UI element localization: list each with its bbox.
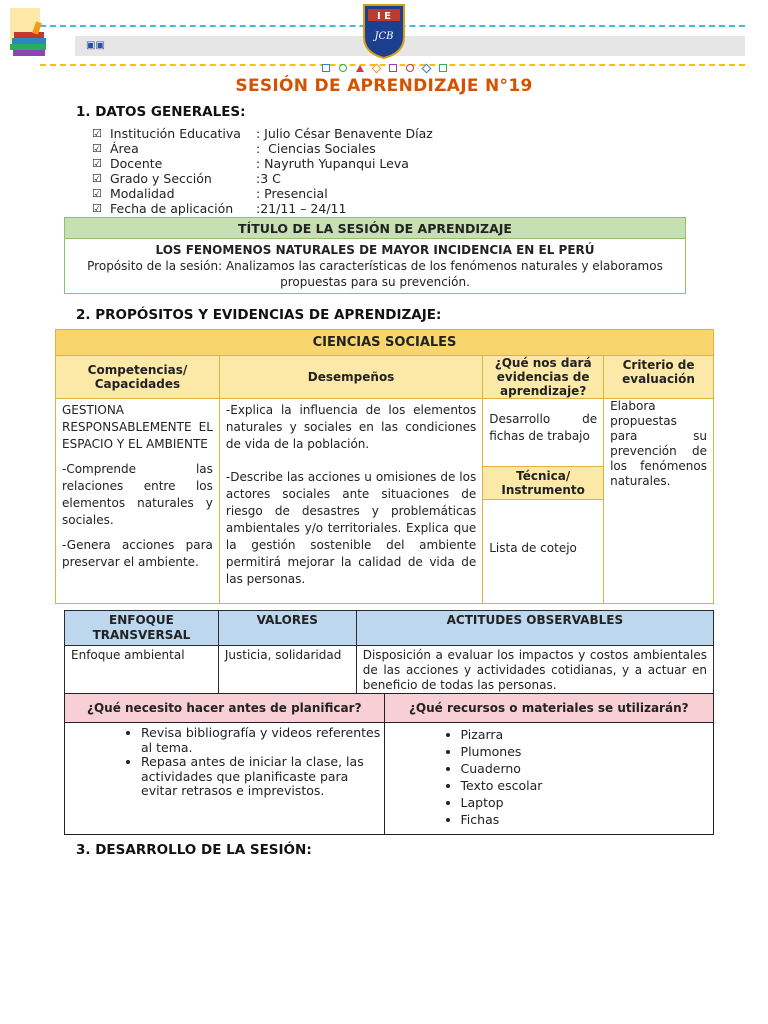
desempenos-cell [219,399,482,604]
checkbox-icon: ☑ [92,172,102,185]
competencia-text: GESTIONA RESPONSABLEMENTE EL ESPACIO Y EL AMBIENTE [62,403,213,451]
header-bar [75,36,745,56]
data-label: Institución Educativa [110,126,241,141]
checkbox-icon: ☑ [92,142,102,155]
section-heading-datos: 1. DATOS GENERALES: [76,104,246,120]
planning-table [64,693,714,835]
svg-text:JCB: JCB [374,31,394,42]
books-icon [4,8,52,64]
instrumento-text: Lista de cotejo [489,541,577,555]
data-label: Fecha de aplicación [110,201,234,216]
list-item: • Pizarra [461,726,713,743]
general-data-row [92,141,433,156]
general-data-row [92,186,433,201]
enfoque-table [64,610,714,696]
section-heading-propositos: 2. PROPÓSITOS Y EVIDENCIAS DE APRENDIZAJE: [76,307,442,323]
data-label: Modalidad [110,186,175,201]
session-title-table [64,217,686,294]
square-shape-icon [322,64,330,72]
list-item: • Plumones [461,743,713,760]
section-heading-desarrollo: 3. DESARROLLO DE LA SESIÓN: [76,842,312,858]
circle-shape-icon [406,64,414,72]
session-name: LOS FENOMENOS NATURALES DE MAYOR INCIDENCIA EN EL PERÚ [155,243,595,257]
col-before-planning: ¿Qué necesito hacer antes de planificar? [65,694,385,723]
list-item: • Repasa antes de iniciar la clase, las actividades que planificaste para evitar retrasos e imprevistos. [141,755,384,799]
decorative-shapes [322,61,447,75]
checkbox-icon: ☑ [92,127,102,140]
page-title: SESIÓN DE APRENDIZAJE N°19 [235,76,533,96]
data-value: :21/11 – 24/11 [256,201,347,216]
session-purpose: Propósito de la sesión: Analizamos las características de los fenómenos naturales y elaboramos propuestas para su prevención. [87,259,663,289]
general-data-row [92,126,433,141]
flags-icon: ▣▣ [86,40,105,51]
capacidad-text: -Genera acciones para preservar el ambiente. [62,538,213,569]
desempeno-text: -Describe las acciones u omisiones de los actores sociales ante situaciones de riesgo de desastres y problemáticas ambientales y/o territoriales. Explica que la gestión sostenible del ambiente permitirá mejorar la calidad de vida de las personas. [225,470,477,586]
criterio-text: Elabora propuestas para su prevención de los fenómenos naturales. [604,399,714,604]
col-evidencias: ¿Qué nos dará evidencias de aprendizaje? [483,356,604,399]
square-shape-icon [389,64,397,72]
data-value: :3 C [256,171,281,186]
enfoque-value: Enfoque ambiental [65,646,219,696]
general-data-row [92,156,433,171]
data-label: Área [110,141,139,156]
evidencia-text: Desarrollo de fichas de trabajo [489,412,598,443]
triangle-shape-icon [356,65,364,72]
session-title-body [65,239,686,294]
col-desempenos: Desempeños [219,356,482,399]
before-planning-list [65,726,384,799]
col-actitudes: ACTITUDES OBSERVABLES [356,611,713,646]
col-materials: ¿Qué recursos o materiales se utilizarán? [384,694,713,723]
col-competencias: Competencias/ Capacidades [56,356,220,399]
materials-cell [384,723,713,835]
general-data-list [92,126,433,216]
data-value: : Nayruth Yupanqui Leva [256,156,409,171]
checkbox-icon: ☑ [92,157,102,170]
checkbox-icon: ☑ [92,202,102,215]
before-planning-cell [65,723,385,835]
list-item: • Fichas [461,811,713,828]
circle-shape-icon [339,64,347,72]
list-item: • Laptop [461,794,713,811]
data-value: : Julio César Benavente Díaz [256,126,433,141]
col-criterio: Criterio de evaluación [604,356,714,399]
col-valores: VALORES [218,611,356,646]
checkbox-icon: ☑ [92,187,102,200]
data-value: : Presencial [256,186,328,201]
tecnica-header: Técnica/ Instrumento [483,466,603,500]
diamond-shape-icon [372,63,382,73]
general-data-row [92,201,433,216]
square-shape-icon [439,64,447,72]
session-title-header: TÍTULO DE LA SESIÓN DE APRENDIZAJE [65,218,686,239]
diamond-shape-icon [422,63,432,73]
svg-text:I E: I E [376,11,392,22]
list-item: • Texto escolar [461,777,713,794]
capacidad-text: -Comprende las relaciones entre los elementos naturales y sociales. [62,462,213,527]
data-value: : Ciencias Sociales [256,141,376,156]
school-crest-icon [361,3,407,59]
general-data-row [92,171,433,186]
area-header: CIENCIAS SOCIALES [56,330,714,356]
data-label: Grado y Sección [110,171,212,186]
col-enfoque: ENFOQUE TRANSVERSAL [65,611,219,646]
list-item: • Revisa bibliografía y videos referentes al tema. [141,726,384,755]
list-item: • Cuaderno [461,760,713,777]
actitudes-value: Disposición a evaluar los impactos y costos ambientales de las acciones y actividades cotidianas, y a actuar en beneficio de todas las personas. [356,646,713,696]
data-label: Docente [110,156,163,171]
competencias-cell [56,399,220,604]
evidencias-cell [483,399,604,604]
valores-value: Justicia, solidaridad [218,646,356,696]
desempeno-text: -Explica la influencia de los elementos naturales y sociales en las condiciones de vida de la población. [225,403,477,451]
competencies-table [55,329,714,604]
materials-list [385,726,713,828]
